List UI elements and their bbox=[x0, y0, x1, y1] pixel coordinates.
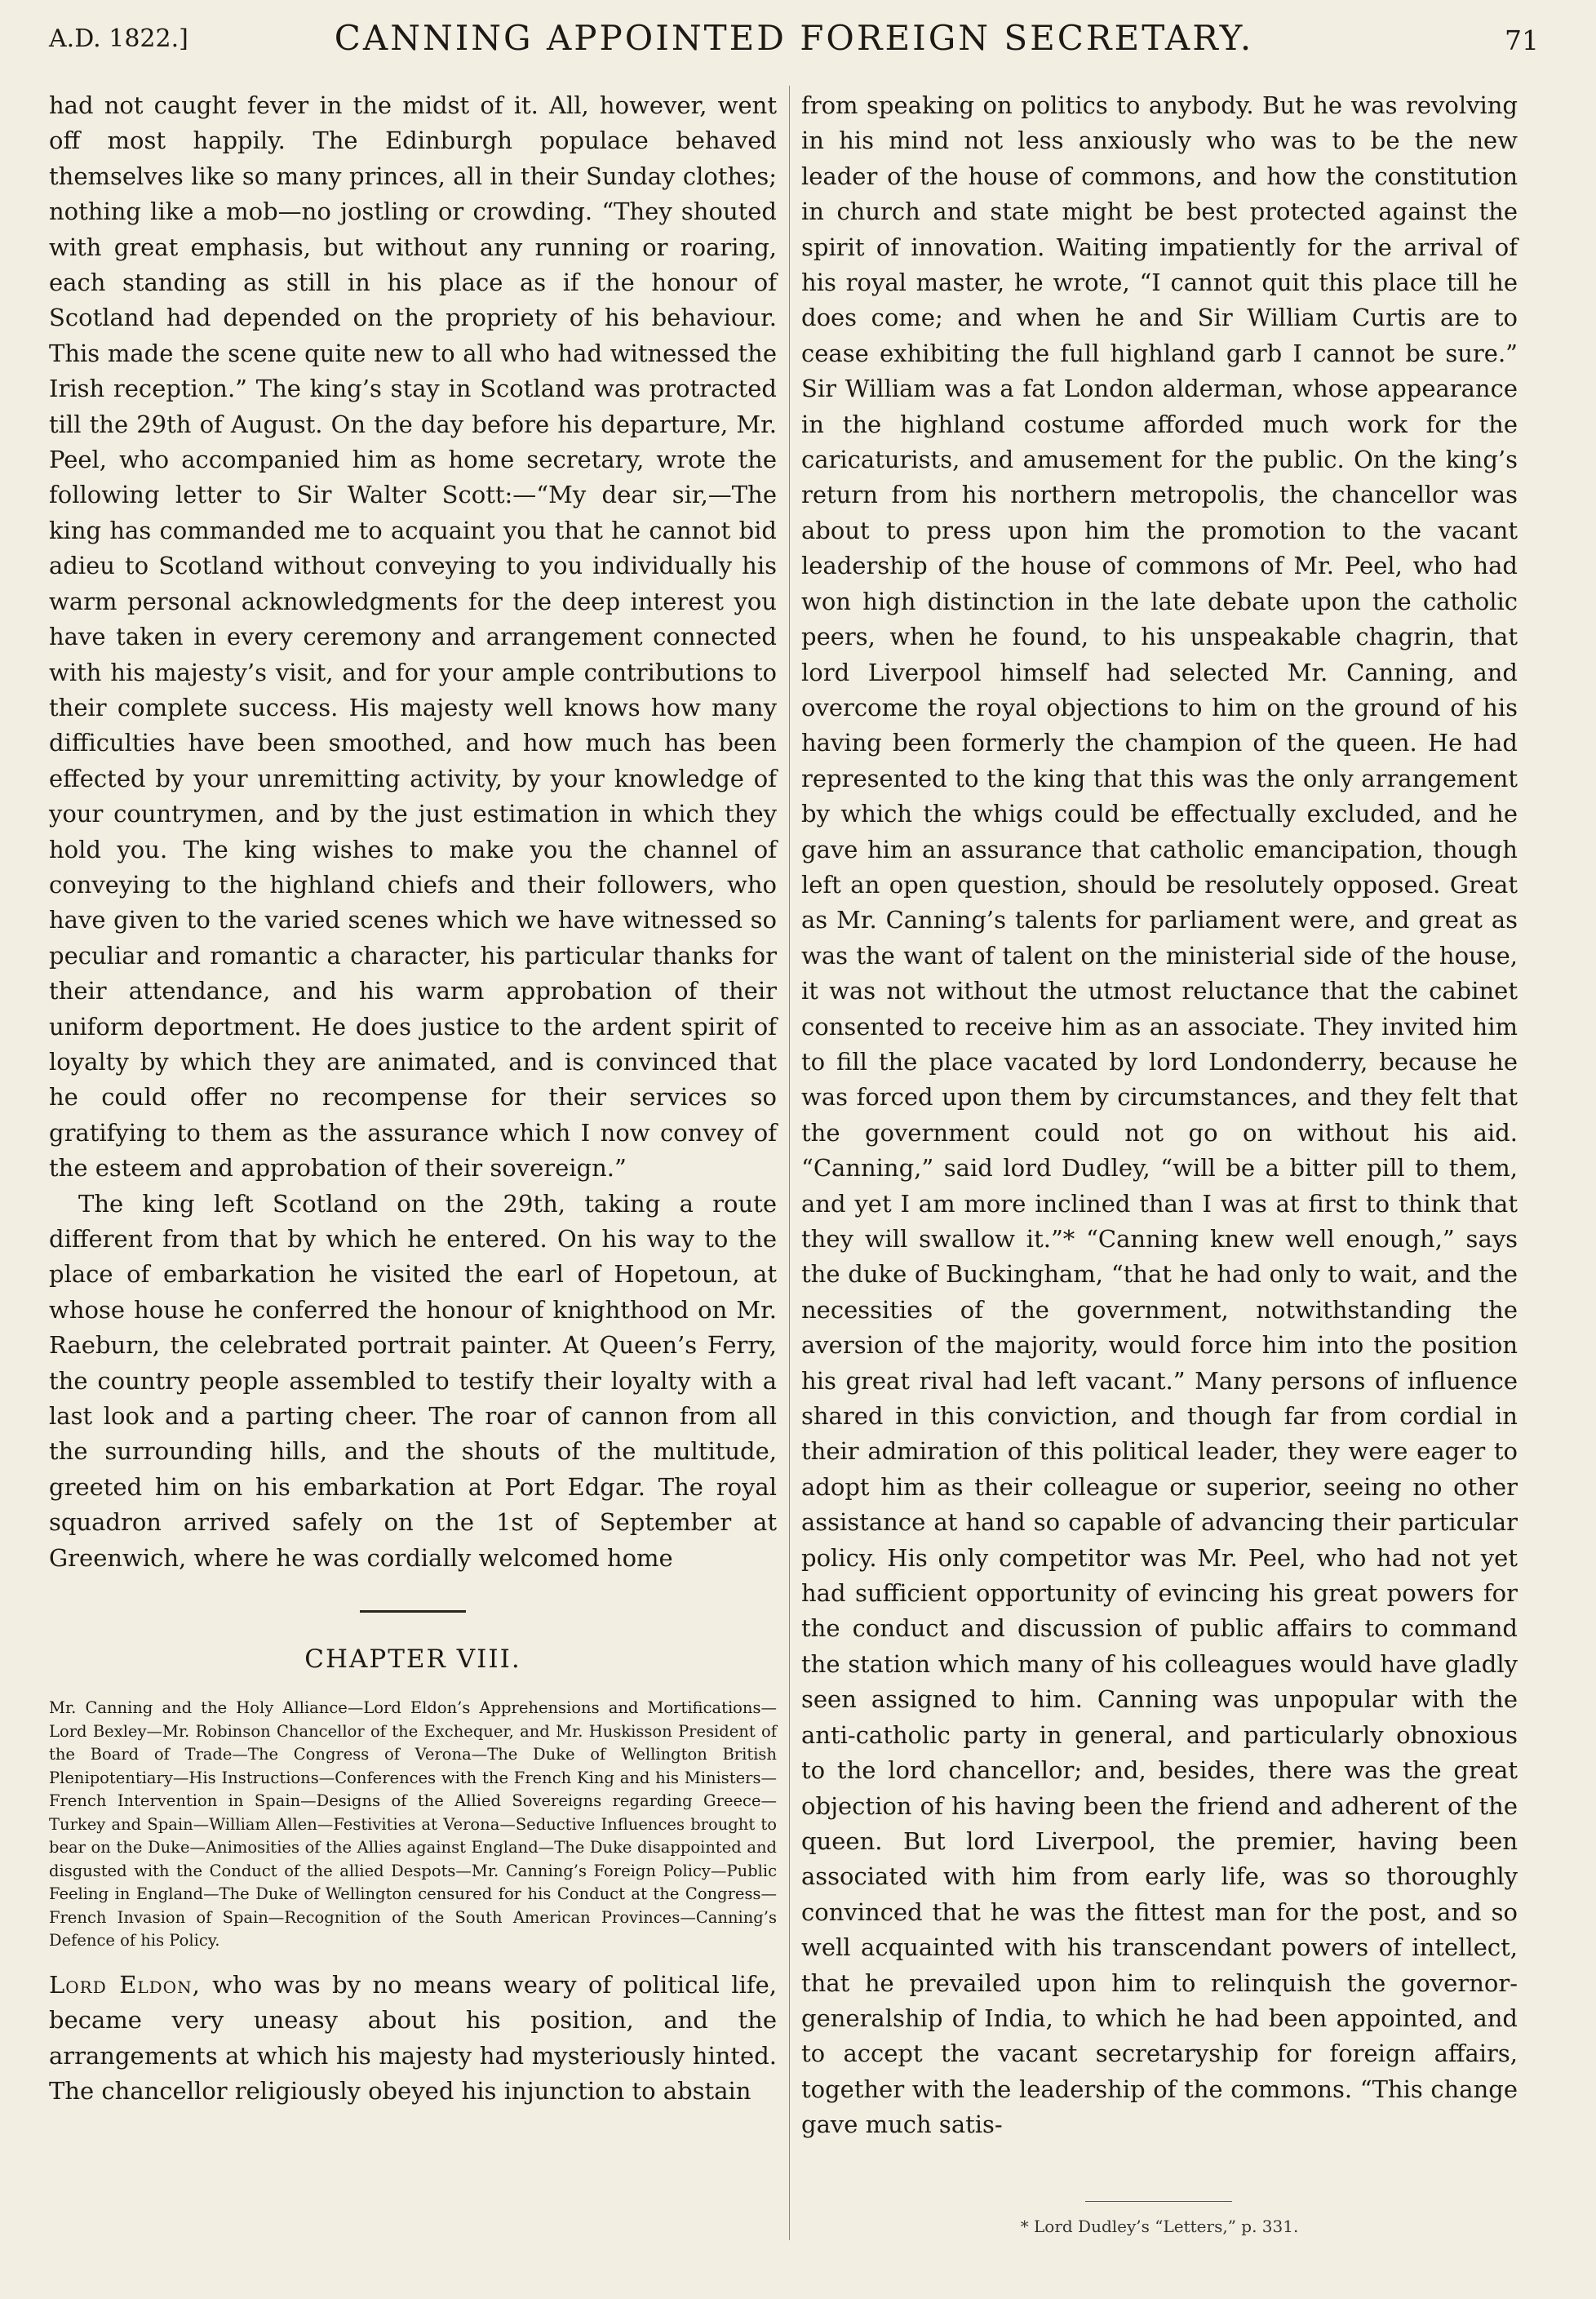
chapter-title: CHAPTER VIII. bbox=[304, 1644, 521, 1675]
paragraph-lord-eldon bbox=[49, 1968, 777, 2110]
running-title: CANNING APPOINTED FOREIGN SECRETARY. bbox=[334, 18, 1254, 58]
chapter-summary: Mr. Canning and the Holy Alliance—Lord Eldon’s Apprehensions and Mortifications—Lord Bexley—Mr. Robinson Chancellor of the Exchequer, and Mr. Huskisson President of the Board of Trade—The Congress of Verona—The Duke of Wellington British Plenipotentiary—His Instructions—Conferences with the French King and his Ministers—French Intervention in Spain—Designs of the Allied Sovereigns regarding Greece—Turkey and Spain—William Allen—Festivities at Verona—Seductive Influences brought to bear on the Duke—Animosities of the Allies against England—The Duke disappointed and disgusted with the Conduct of the allied Despots—Mr. Canning’s Foreign Policy—Public Feeling in England—The Duke of Wellington censured for his Conduct at the Congress—French Invasion of Spain—Recognition of the South American Provinces—Canning’s Defence of his Policy. bbox=[49, 1698, 777, 1951]
paragraph-king-left: The king left Scotland on the 29th, taking a route different from that by which he entered. On his way to the place of embarkation he visited the earl of Hopetoun, at whose house he conferred the honour of knighthood on Mr. Raeburn, the celebrated portrait painter. At Queen’s Ferry, the country people assembled to testify their loyalty with a last look and a parting cheer. The roar of cannon from all the surrounding hills, and the shouts of the multitude, greeted him on his embarkation at Port Edgar. The royal squadron arrived safely on the 1st of September at Greenwich, where he was cordially welcomed home bbox=[49, 1189, 777, 1572]
lead-words: Lord Eldon, bbox=[49, 1970, 201, 1999]
page-header bbox=[49, 18, 1539, 59]
paragraph-lord-eldon-text: who was by no means weary of political life, became very uneasy about his position, and the arrangements at which his majesty had mysteriously hinted. The chancellor religiously obeyed his injunction to abstain bbox=[49, 1970, 777, 2106]
column-divider bbox=[789, 86, 790, 2240]
chapter-divider bbox=[360, 1610, 466, 1613]
footnote-rule bbox=[1085, 2201, 1232, 2202]
paragraph-edinburgh: had not caught fever in the midst of it. All, however, went off most happily. The Edinburgh populace behaved themselves like so many princes, all in their Sunday clothes; nothing like a mob—no jostling or crowding. “They shouted with great emphasis, but without any running or roaring, each standing as still in his place as if the honour of Scotland had depended on the propriety of his behaviour. This made the scene quite new to all who had witnessed the Irish reception.” The king’s stay in Scotland was protracted till the 29th of August. On the day before his departure, Mr. Peel, who accompanied him as home secretary, wrote the following letter to Sir Walter Scott:—“My dear sir,—The king has commanded me to acquaint you that he cannot bid adieu to Scotland without conveying to you individually his warm personal acknowledgments for the deep interest you have taken in every ceremony and arrangement connected with his majesty’s visit, and for your ample contributions to their complete success. His majesty well knows how many difficulties have been smoothed, and how much has been effected by your unremitting activity, by your knowledge of your countrymen, and by the just estimation in which they hold you. The king wishes to make you the channel of conveying to the highland chiefs and their followers, who have given to the varied scenes which we have witnessed so peculiar and romantic a character, his particular thanks for their attendance, and his warm approbation of their uniform deportment. He does justice to the ardent spirit of loyalty by which they are animated, and is convinced that he could offer no recompense for their services so gratifying to them as the assurance which I now convey of the esteem and approbation of their sovereign.” bbox=[49, 91, 777, 1183]
paragraph-canning: from speaking on politics to anybody. But he was revolving in his mind not less anxiously who was to be the new leader of the house of commons, and how the constitution in church and state might be best protected against the spirit of innovation. Waiting impatiently for the arrival of his royal master, he wrote, “I cannot quit this place till he does come; and when he and Sir William Curtis are to cease exhibiting the full highland garb I cannot be sure.” Sir William was a fat London alderman, whose appearance in the highland costume afforded much work for the caricaturists, and amusement for the public. On the king’s return from his northern metropolis, the chancellor was about to press upon him the promotion to the vacant leadership of the house of commons of Mr. Peel, who had won high distinction in the late debate upon the catholic peers, when he found, to his unspeakable chagrin, that lord Liverpool himself had selected Mr. Canning, and overcome the royal objections to him on the ground of his having been formerly the champion of the queen. He had represented to the king that this was the only arrangement by which the whigs could be effectually excluded, and he gave him an assurance that catholic emancipation, though left an open question, should be resolutely opposed. Great as Mr. Canning’s talents for parliament were, and great as was the want of talent on the ministerial side of the house, it was not without the utmost reluctance that the cabinet consented to receive him as an associate. They invited him to fill the place vacated by lord Londonderry, because he was forced upon them by circumstances, and they felt that the government could not go on without his aid. “Canning,” said lord Dudley, “will be a bitter pill to them, and yet I am more inclined than I was at first to think that they will swallow it.”* “Canning knew well enough,” says the duke of Buckingham, “that he had only to wait, and the necessities of the government, notwithstanding the aversion of the majority, would force him into the position his great rival had left vacant.” Many persons of influence shared in this conviction, and though far from cordial in their admiration of this political leader, they were eager to adopt him as their colleague or superior, seeing no other assistance at hand so capable of advancing their particular policy. His only competitor was Mr. Peel, who had not yet had sufficient opportunity of evincing his great powers for the conduct and discussion of public affairs to command the station which many of his colleagues would have gladly seen assigned to him. Canning was unpopular with the anti-catholic party in general, and particularly obnoxious to the lord chancellor; and, besides, there was the great objection of his having been the friend and adherent of the queen. But lord Liverpool, the premier, having been associated with him from early life, was so thoroughly convinced that he was the fittest man for the post, and so well acquainted with his transcendant powers of intellect, that he prevailed upon him to relinquish the governor-generalship of India, to which he had been appointed, and to accept the vacant secretaryship for foreign affairs, together with the leadership of the commons. “This change gave much satis- bbox=[801, 91, 1518, 2139]
left-column bbox=[49, 88, 777, 2110]
header-date: A.D. 1822.] bbox=[49, 24, 188, 53]
right-column bbox=[801, 88, 1518, 2143]
page-number: 71 bbox=[1505, 24, 1539, 56]
footnote: * Lord Dudley’s “Letters,” p. 331. bbox=[1020, 2217, 1299, 2236]
